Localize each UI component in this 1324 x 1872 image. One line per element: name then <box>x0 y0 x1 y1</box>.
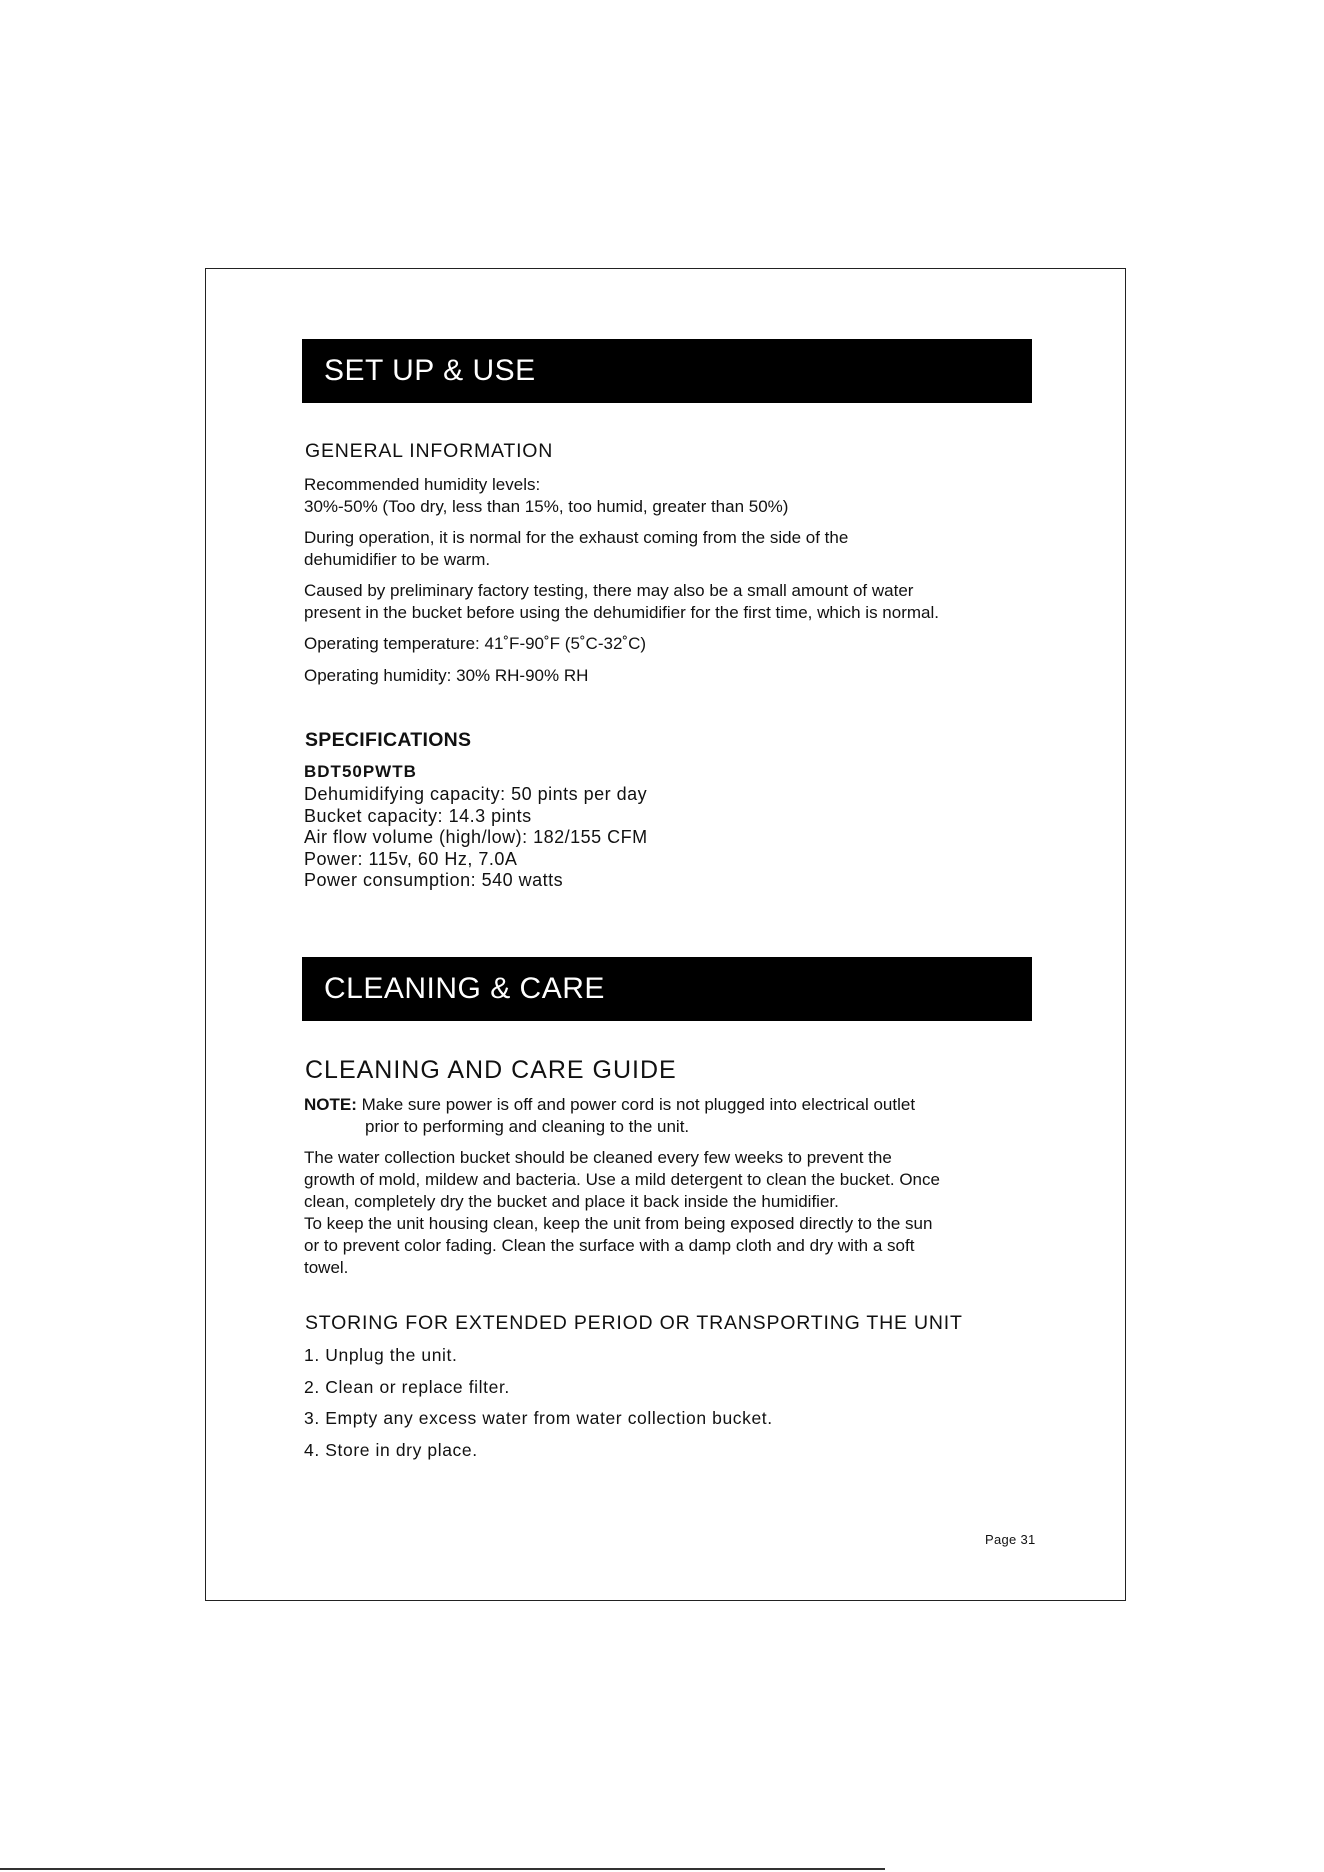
exhaust-paragraph: During operation, it is normal for the exhaust coming from the side of the dehumidifier to be warm. <box>304 528 849 569</box>
operating-humidity-paragraph: Operating humidity: 30% RH-90% RH <box>304 666 589 685</box>
storing-step-3: 3. Empty any excess water from water collection bucket. <box>304 1408 773 1428</box>
note-line-1: Make sure power is off and power cord is not plugged into electrical outlet <box>361 1095 916 1114</box>
storing-step-2: 2. Clean or replace filter. <box>304 1377 510 1397</box>
cleaning-body: The water collection bucket should be cleaned every few weeks to prevent the growth of mold, mildew and bacteria. Use a mild detergent to clean the bucket. Once clean, completely dry the bucket and place it back inside the humidifier. To keep the unit housing clean, keep the unit from being exposed directly to the sun or to prevent color fading. Clean the surface with a damp cloth and dry with a soft towel. <box>304 1148 940 1277</box>
model-number: BDT50PWTB <box>304 762 417 781</box>
spec-power-consumption: Power consumption: 540 watts <box>304 870 564 890</box>
page-frame <box>205 268 1126 1601</box>
operating-temperature-paragraph: Operating temperature: 41˚F-90˚F (5˚C-32˚C) <box>304 634 647 653</box>
factory-testing-paragraph: Caused by preliminary factory testing, there may also be a small amount of water present in the bucket before using the dehumidifier for the first time, which is normal. <box>304 581 939 622</box>
storing-step-1: 1. Unplug the unit. <box>304 1345 458 1365</box>
spec-air-flow: Air flow volume (high/low): 182/155 CFM <box>304 827 648 847</box>
general-information-heading: GENERAL INFORMATION <box>305 440 554 462</box>
section-banner-cleaning: CLEANING & CARE <box>302 957 1032 1021</box>
note-block <box>304 1094 1044 1138</box>
humidity-levels-paragraph: Recommended humidity levels: 30%-50% (Too dry, less than 15%, too humid, greater than 50%) <box>304 475 789 516</box>
bottom-rule <box>0 1868 885 1870</box>
page-number: Page 31 <box>985 1532 1036 1547</box>
spec-dehumidifying-capacity: Dehumidifying capacity: 50 pints per day <box>304 784 648 804</box>
specifications-heading: SPECIFICATIONS <box>305 729 472 751</box>
cleaning-guide-heading: CLEANING AND CARE GUIDE <box>305 1056 677 1084</box>
storing-step-4: 4. Store in dry place. <box>304 1440 478 1460</box>
note-line-2: prior to performing and cleaning to the unit. <box>365 1117 690 1136</box>
storing-heading: STORING FOR EXTENDED PERIOD OR TRANSPORTING THE UNIT <box>305 1312 963 1334</box>
spec-power: Power: 115v, 60 Hz, 7.0A <box>304 849 518 869</box>
section-banner-setup: SET UP & USE <box>302 339 1032 403</box>
spec-bucket-capacity: Bucket capacity: 14.3 pints <box>304 806 532 826</box>
note-label: NOTE: <box>304 1095 357 1114</box>
